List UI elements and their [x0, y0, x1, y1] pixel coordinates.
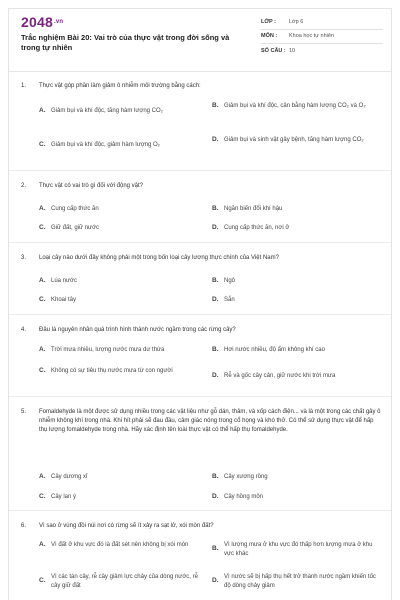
- question-text: Fomaldehyde là một được sử dụng nhiều trong các vật liệu như gỗ dán, thảm, và xốp cách điện... và là một trong các chất gây ô nhiễm không khí trong nhà. Khi hít phải sẽ đau đầu, cảm giác nóng trong cổ họng và khó thở. Có thể sử dụng thực vật để hấp thụ lượng fomaldehyde trong nhà. Hãy xác định tên loài thực vật có thể hấp thụ fomaldehyde.: [39, 409, 381, 433]
- option-text: Rễ và gốc cây cản, giữ nước khi trời mưa: [224, 373, 336, 379]
- option-letter: A.: [39, 277, 46, 284]
- option-a[interactable]: [39, 473, 204, 482]
- question-1: [9, 71, 391, 171]
- option-letter: D.: [212, 296, 219, 303]
- option-text: Trời mưa nhiều, lượng nước mưa dư thừa: [51, 347, 165, 353]
- option-text: Sắn: [224, 297, 235, 303]
- option-text: Vì đất ở khu vực đó là đất sét nên không bị xói mòn: [51, 542, 189, 548]
- option-text: Cây lan ý: [51, 494, 77, 500]
- option-letter: B.: [212, 346, 219, 353]
- option-letter: B.: [212, 102, 219, 109]
- question-stem: [21, 82, 381, 91]
- meta-count: [261, 44, 383, 58]
- question-number: 4.: [21, 327, 27, 333]
- option-text: Cung cấp thức ăn, nơi ở: [224, 225, 290, 231]
- option-letter: A.: [39, 107, 46, 114]
- option-d[interactable]: [212, 296, 380, 305]
- option-text: Hơi nước nhiều, độ ẩm không khí cao: [224, 347, 325, 353]
- quiz-meta: [261, 15, 383, 58]
- option-c[interactable]: [39, 224, 204, 233]
- option-d[interactable]: [212, 493, 380, 502]
- question-3: [9, 243, 391, 315]
- question-text: Vì sao ở vùng đồi núi nơi có rừng sẽ ít xảy ra sạt lở, xói mòn đất?: [39, 523, 214, 529]
- option-a[interactable]: [39, 277, 204, 286]
- option-text: Khoai tây: [51, 297, 77, 303]
- option-c[interactable]: [39, 141, 204, 150]
- option-b[interactable]: [212, 541, 380, 558]
- question-2: [9, 171, 391, 243]
- option-text: Giữ đất, giữ nước: [51, 225, 99, 231]
- question-number: 1.: [21, 83, 27, 89]
- question-5: [9, 397, 391, 511]
- option-text: Ngăn biến đổi khí hậu: [224, 206, 283, 212]
- option-b[interactable]: [212, 346, 380, 355]
- option-text: Cung cấp thức ăn: [51, 206, 99, 212]
- option-text: Ngô: [224, 278, 236, 284]
- option-letter: A.: [39, 205, 46, 212]
- meta-grade-label: LỚP :: [261, 18, 276, 25]
- option-d[interactable]: [212, 136, 380, 145]
- question-stem: [21, 182, 381, 191]
- option-letter: C.: [39, 141, 46, 148]
- option-a[interactable]: [39, 346, 204, 355]
- question-stem: [21, 522, 381, 531]
- question-number: 5.: [21, 409, 27, 415]
- option-letter: B.: [212, 205, 219, 212]
- option-text: Vì nước sẽ bị hấp thụ hết trở thành nước ngầm khiến tốc độ dòng chảy giảm: [224, 574, 376, 589]
- question-6: [9, 511, 391, 600]
- meta-grade: [261, 15, 383, 30]
- option-letter: A.: [39, 541, 46, 548]
- option-text: Cây xương rồng: [224, 474, 268, 480]
- option-a[interactable]: [39, 541, 204, 550]
- option-text: Giảm bụi và sinh vật gây bệnh, tăng hàm lượng CO₂: [224, 137, 364, 143]
- option-letter: B.: [212, 473, 219, 480]
- option-text: Giảm bụi và khí độc, cân bằng hàm lượng CO₂ và O₂: [224, 103, 366, 109]
- meta-subject-label: MÔN :: [261, 33, 278, 40]
- option-text: Lúa nước: [51, 278, 77, 284]
- quiz-title: Trắc nghiệm Bài 20: Vai trò của thực vật trong đời sống và trong tự nhiên: [21, 33, 230, 52]
- meta-count-label: SỐ CÂU :: [261, 47, 286, 54]
- option-c[interactable]: [39, 296, 204, 305]
- question-list: [9, 71, 391, 600]
- option-letter: D.: [212, 372, 219, 379]
- option-letter: C.: [39, 224, 46, 231]
- option-letter: B.: [212, 545, 219, 553]
- option-c[interactable]: [39, 573, 204, 590]
- option-text: Cây hồng môn: [224, 494, 264, 500]
- question-stem: [21, 326, 381, 335]
- meta-count-value: 10: [289, 47, 296, 54]
- meta-subject-value: Khoa học tự nhiên: [289, 33, 334, 40]
- option-letter: C.: [39, 367, 46, 374]
- option-letter: D.: [212, 136, 219, 143]
- option-letter: A.: [39, 346, 46, 353]
- option-letter: B.: [212, 277, 219, 284]
- option-letter: D.: [212, 577, 219, 585]
- option-letter: C.: [39, 296, 46, 303]
- quiz-sheet: [8, 8, 392, 600]
- option-letter: D.: [212, 493, 219, 500]
- meta-grade-value: Lớp 6: [289, 18, 304, 25]
- question-stem: [21, 408, 381, 435]
- question-text: Thực vật góp phần làm giảm ô nhiễm môi trường bằng cách:: [39, 83, 201, 89]
- option-a[interactable]: [39, 107, 204, 116]
- question-number: 6.: [21, 523, 27, 529]
- option-d[interactable]: [212, 372, 380, 381]
- option-text: Không có sự tiêu thụ nước mưa từ con người: [51, 368, 173, 374]
- question-text: Thực vật có vai trò gì đối với động vật?: [39, 183, 144, 189]
- question-number: 3.: [21, 255, 27, 261]
- option-text: Cây dương xỉ: [51, 474, 88, 480]
- option-c[interactable]: [39, 367, 204, 376]
- option-text: Giảm bụi và khí độc, tăng hàm lượng CO₂: [51, 108, 163, 114]
- question-text: Đâu là nguyên nhân quá trình hình thành nước ngầm trong các rừng cây?: [39, 327, 236, 333]
- option-letter: D.: [212, 224, 219, 231]
- option-letter: C.: [39, 577, 46, 585]
- option-d[interactable]: [212, 573, 380, 590]
- option-c[interactable]: [39, 493, 204, 502]
- option-text: Giảm bụi và khí độc, giảm hàm lượng O₂: [51, 142, 160, 148]
- option-b[interactable]: [212, 102, 380, 111]
- option-letter: C.: [39, 493, 46, 500]
- option-d[interactable]: [212, 224, 380, 233]
- quiz-header: [9, 9, 391, 72]
- question-number: 2.: [21, 183, 27, 189]
- question-4: [9, 315, 391, 397]
- meta-subject: [261, 30, 383, 45]
- question-stem: [21, 254, 381, 263]
- option-text: Vì lượng mưa ở khu vực đó thấp hơn lượng mưa ở khu vực khác: [224, 542, 373, 557]
- option-b[interactable]: [212, 473, 380, 482]
- option-a[interactable]: [39, 205, 204, 214]
- option-text: Vì các tán cây, rễ cây giảm lực chảy của dòng nước, rễ cây giữ đất: [51, 574, 198, 589]
- site-logo[interactable]: $2048^{.vn}$: [21, 14, 64, 30]
- option-letter: A.: [39, 473, 46, 480]
- option-b[interactable]: [212, 205, 380, 214]
- question-text: Loại cây nào dưới đây không phải một trong bốn loại cây lương thực chính của Việt Nam?: [39, 255, 279, 261]
- option-b[interactable]: [212, 277, 380, 286]
